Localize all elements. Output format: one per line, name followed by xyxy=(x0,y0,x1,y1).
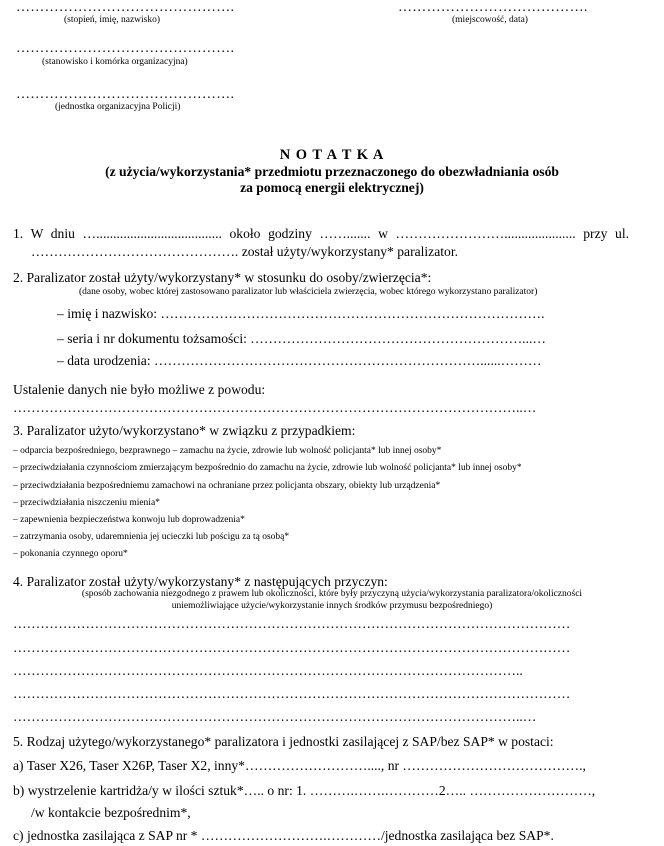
reason-line: …………………………………………………………………………………………………………… xyxy=(13,686,571,701)
section3-heading: 3. Paralizator użyto/wykorzystano* w związku z przypadkiem: xyxy=(13,423,356,438)
position-caption: (stanowisko i komórka organizacyjna) xyxy=(42,57,188,67)
name-rank-caption: (stopień, imię, nazwisko) xyxy=(64,15,161,25)
section1-line2: ………………………………………. został użyty/wykorzystany* paralizator. xyxy=(31,244,459,259)
case-item: – odparcia bezpośredniego, bezprawnego – zamachu na życie, zdrowie lub wolność policjanta* lub innej osoby* xyxy=(13,446,442,456)
document-title: N O T A T K A xyxy=(279,147,385,163)
data-not-established-line: …………………………………………………………………………………………………..… xyxy=(13,400,537,415)
police-unit-line: ………………………………………. xyxy=(16,87,235,102)
person-name-line: – imię i nazwisko: …………………………………………………………………………. xyxy=(57,306,545,321)
reason-line: …………………………………………………………………………………………………..… xyxy=(13,709,537,724)
section1-line1: 1. W dniu …..................................... około godziny ……....... w ……………………..................... przy ul. xyxy=(13,226,629,241)
section5-heading: 5. Rodzaj użytego/wykorzystanego* paralizatora i jednostki zasilającej z SAP/bez SAP* w postaci: xyxy=(13,734,554,749)
section4-note-line1: (sposób zachowania niezgodnego z prawem lub okoliczności, które były przyczyną użycia/wykorzystania paralizatora/okoliczności xyxy=(81,589,583,599)
document-subtitle-line2: za pomocą energii elektrycznej) xyxy=(240,180,424,195)
reason-line: …………………………………………………………………………………………………………… xyxy=(13,640,571,655)
reason-line: ………………………………………………………………………………………………….. xyxy=(13,663,523,678)
person-birth-date-line: – data urodzenia: ………………………………………………………………......……… xyxy=(57,353,542,368)
case-item: – zapewnienia bezpieczeństwa konwoju lub doprowadzenia* xyxy=(13,515,245,525)
place-date-line: …………………………………. xyxy=(398,0,588,15)
power-unit-line: c) jednostka zasilająca z SAP nr * ……………………….…………/jednostka zasilająca bez SAP*. xyxy=(13,828,554,843)
section4-heading: 4. Paralizator został użyty/wykorzystany* z następujących przyczyn: xyxy=(13,574,388,589)
place-date-caption: (miejscowość, data) xyxy=(452,15,528,25)
direct-contact-line: /w kontakcie bezpośrednim*, xyxy=(31,805,191,820)
section2-note: (dane osoby, wobec której zastosowano paralizator lub właściciela zwierzęcia, wobec którego wykorzystano paralizator) xyxy=(79,287,538,297)
document-subtitle-line1: (z użycia/wykorzystania* przedmiotu przeznaczonego do obezwładniania osób xyxy=(105,164,559,179)
person-id-document-line: – seria i nr dokumentu tożsamości: ……………………………………………………...… xyxy=(57,331,546,346)
case-item: – przeciwdziałania bezpośredniemu zamachowi na ochraniane przez policjanta obszary, obiekty lub urządzenia* xyxy=(13,481,441,491)
data-not-established-heading: Ustalenie danych nie było możliwe z powodu: xyxy=(13,382,266,397)
case-item: – zatrzymania osoby, udaremnienia jej ucieczki lub pościgu za tą osobą* xyxy=(13,532,290,542)
police-unit-caption: (jednostka organizacyjna Policji) xyxy=(55,102,181,112)
case-item: – pokonania czynnego oporu* xyxy=(13,549,128,559)
section4-note-line2: uniemożliwiające użycie/wykorzystanie innych środków przymusu bezpośredniego) xyxy=(171,601,493,611)
taser-model-line: a) Taser X26, Taser X26P, Taser X2, inny*………………………...., nr …………………………………., xyxy=(13,758,586,773)
case-item: – przeciwdziałania czynnościom zmierzającym bezpośrednio do zamachu na życie, zdrowie lub wolność policjanta* lub innej osoby* xyxy=(13,463,522,473)
case-item: – przeciwdziałania niszczeniu mienia* xyxy=(13,498,160,508)
name-rank-line: ………………………………………. xyxy=(16,0,235,15)
reason-line: …………………………………………………………………………………………………………… xyxy=(13,616,571,631)
section2-heading: 2. Paralizator został użyty/wykorzystany* w stosunku do osoby/zwierzęcia*: xyxy=(13,270,432,285)
cartridge-line: b) wystrzelenie kartridża/y w ilości sztuk*….. o nr: 1. ……….…….…………2….. ………………………, xyxy=(13,783,596,798)
position-line: ………………………………………. xyxy=(16,41,235,56)
